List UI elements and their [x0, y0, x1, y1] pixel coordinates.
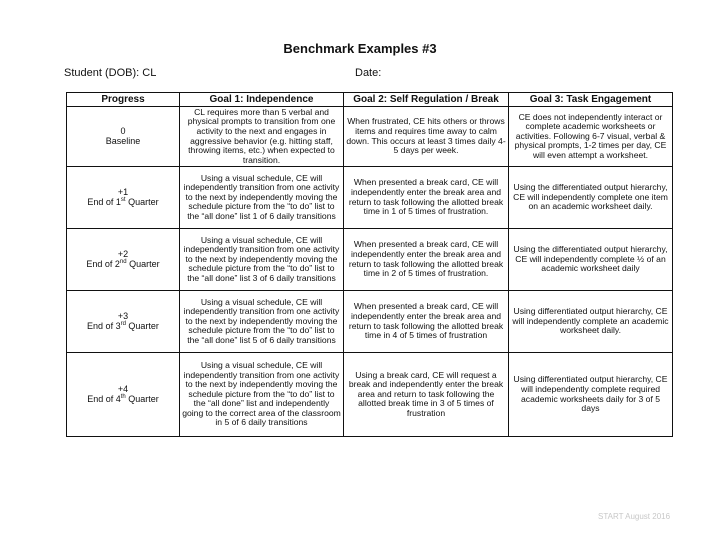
goal-1-cell: Using a visual schedule, CE will independently transition from one activity to the next by independently moving the schedule picture from the “to do” list to the “all done” list 1 of 6 daily transitions: [180, 167, 344, 229]
table-row: [67, 291, 673, 353]
quarter-prefix: End of 1: [87, 196, 121, 207]
goal-3-cell: CE does not independently interact or complete academic worksheets or activities. Following 6-7 visual, verbal & physical prompts, 1-2 times per day, CE will even attempt a worksheet.: [509, 107, 673, 167]
goal-2-cell: When presented a break card, CE will independently enter the break area and return to task following the allotted break time in 2 of 5 times of frustration.: [344, 229, 509, 291]
goal-3-cell: Using differentiated output hierarchy, CE will independently complete an academic worksheet daily.: [509, 291, 673, 353]
progress-cell: [67, 291, 180, 353]
student-label: Student (DOB): CL: [64, 67, 157, 79]
document-title: Benchmark Examples #3: [283, 41, 437, 56]
quarter-prefix: End of 2: [86, 258, 120, 269]
goal-2-cell: When frustrated, CE hits others or throws items and requires time away to calm down. This occurs at least 3 times daily 4-5 days per week.: [344, 107, 509, 167]
quarter-suffix: Quarter: [125, 393, 159, 404]
table-row: [67, 107, 673, 167]
progress-cell: [67, 167, 180, 229]
quarter-ordinal: rd: [120, 320, 126, 327]
quarter-prefix: End of 3: [87, 320, 121, 331]
goal-1-cell: Using a visual schedule, CE will independently transition from one activity to the next by independently moving the schedule picture from the “to do” list to the “all done” list and independently going to the correct area of the classroom in 5 of 6 daily transitions: [180, 353, 344, 437]
progress-level: +3: [117, 310, 129, 321]
quarter-ordinal: st: [120, 196, 126, 203]
progress-label: [69, 395, 177, 405]
progress-label: [69, 198, 177, 208]
progress-label: [69, 260, 177, 270]
quarter-ordinal: nd: [119, 258, 127, 265]
table-row: [67, 353, 673, 437]
progress-label: [69, 322, 177, 332]
goal-1-cell: Using a visual schedule, CE will independently transition from one activity to the next by independently moving the schedule picture from the “to do” list to the “all done” list 3 of 6 daily transitions: [180, 229, 344, 291]
goal-3-cell: Using the differentiated output hierarchy, CE will independently complete ½ of an academic worksheet daily: [509, 229, 673, 291]
progress-level: 0: [120, 125, 126, 136]
table-row: [67, 229, 673, 291]
progress-cell: [67, 107, 180, 167]
progress-level: +2: [117, 248, 129, 259]
quarter-suffix: Quarter: [126, 258, 160, 269]
goal-3-cell: Using differentiated output hierarchy, CE will independently complete required academic worksheets daily for 3 of 5 days: [509, 353, 673, 437]
progress-level: +4: [117, 383, 129, 394]
quarter-ordinal: th: [120, 393, 126, 400]
date-label: Date:: [355, 67, 382, 79]
goal-2-cell: When presented a break card, CE will independently enter the break area and return to task following the allotted break time in 4 of 5 times of frustration: [344, 291, 509, 353]
footer-text: START August 2016: [598, 512, 671, 521]
progress-level: +1: [117, 186, 129, 197]
header-goal-1: Goal 1: Independence: [180, 93, 344, 107]
goal-2-cell: Using a break card, CE will request a break and independently enter the break area and return to task following the allotted break time in 3 of 5 times of frustration: [344, 353, 509, 437]
quarter-suffix: Quarter: [125, 196, 159, 207]
goal-3-cell: Using the differentiated output hierarchy, CE will independently complete one item on an academic worksheet daily.: [509, 167, 673, 229]
progress-label: Baseline: [105, 135, 141, 146]
header-goal-2: Goal 2: Self Regulation / Break: [344, 93, 509, 107]
header-goal-3: Goal 3: Task Engagement: [509, 93, 673, 107]
progress-cell: [67, 229, 180, 291]
progress-cell: [67, 353, 180, 437]
quarter-suffix: Quarter: [125, 320, 159, 331]
quarter-prefix: End of 4: [87, 393, 121, 404]
goal-1-cell: Using a visual schedule, CE will independently transition from one activity to the next by independently moving the schedule picture from the “to do” list to the “all done” list 5 of 6 daily transitions: [180, 291, 344, 353]
header-progress: Progress: [67, 93, 180, 107]
goal-2-cell: When presented a break card, CE will independently enter the break area and return to task following the allotted break time in 1 of 5 times of frustration.: [344, 167, 509, 229]
benchmark-table: [66, 92, 673, 437]
table-header-row: [67, 93, 673, 107]
table-row: [67, 167, 673, 229]
goal-1-cell: CL requires more than 5 verbal and physical prompts to transition from one activity to the next and engages in aggressive behavior (e.g. hitting staff, throwing items, etc.) when expected to transition.: [180, 107, 344, 167]
